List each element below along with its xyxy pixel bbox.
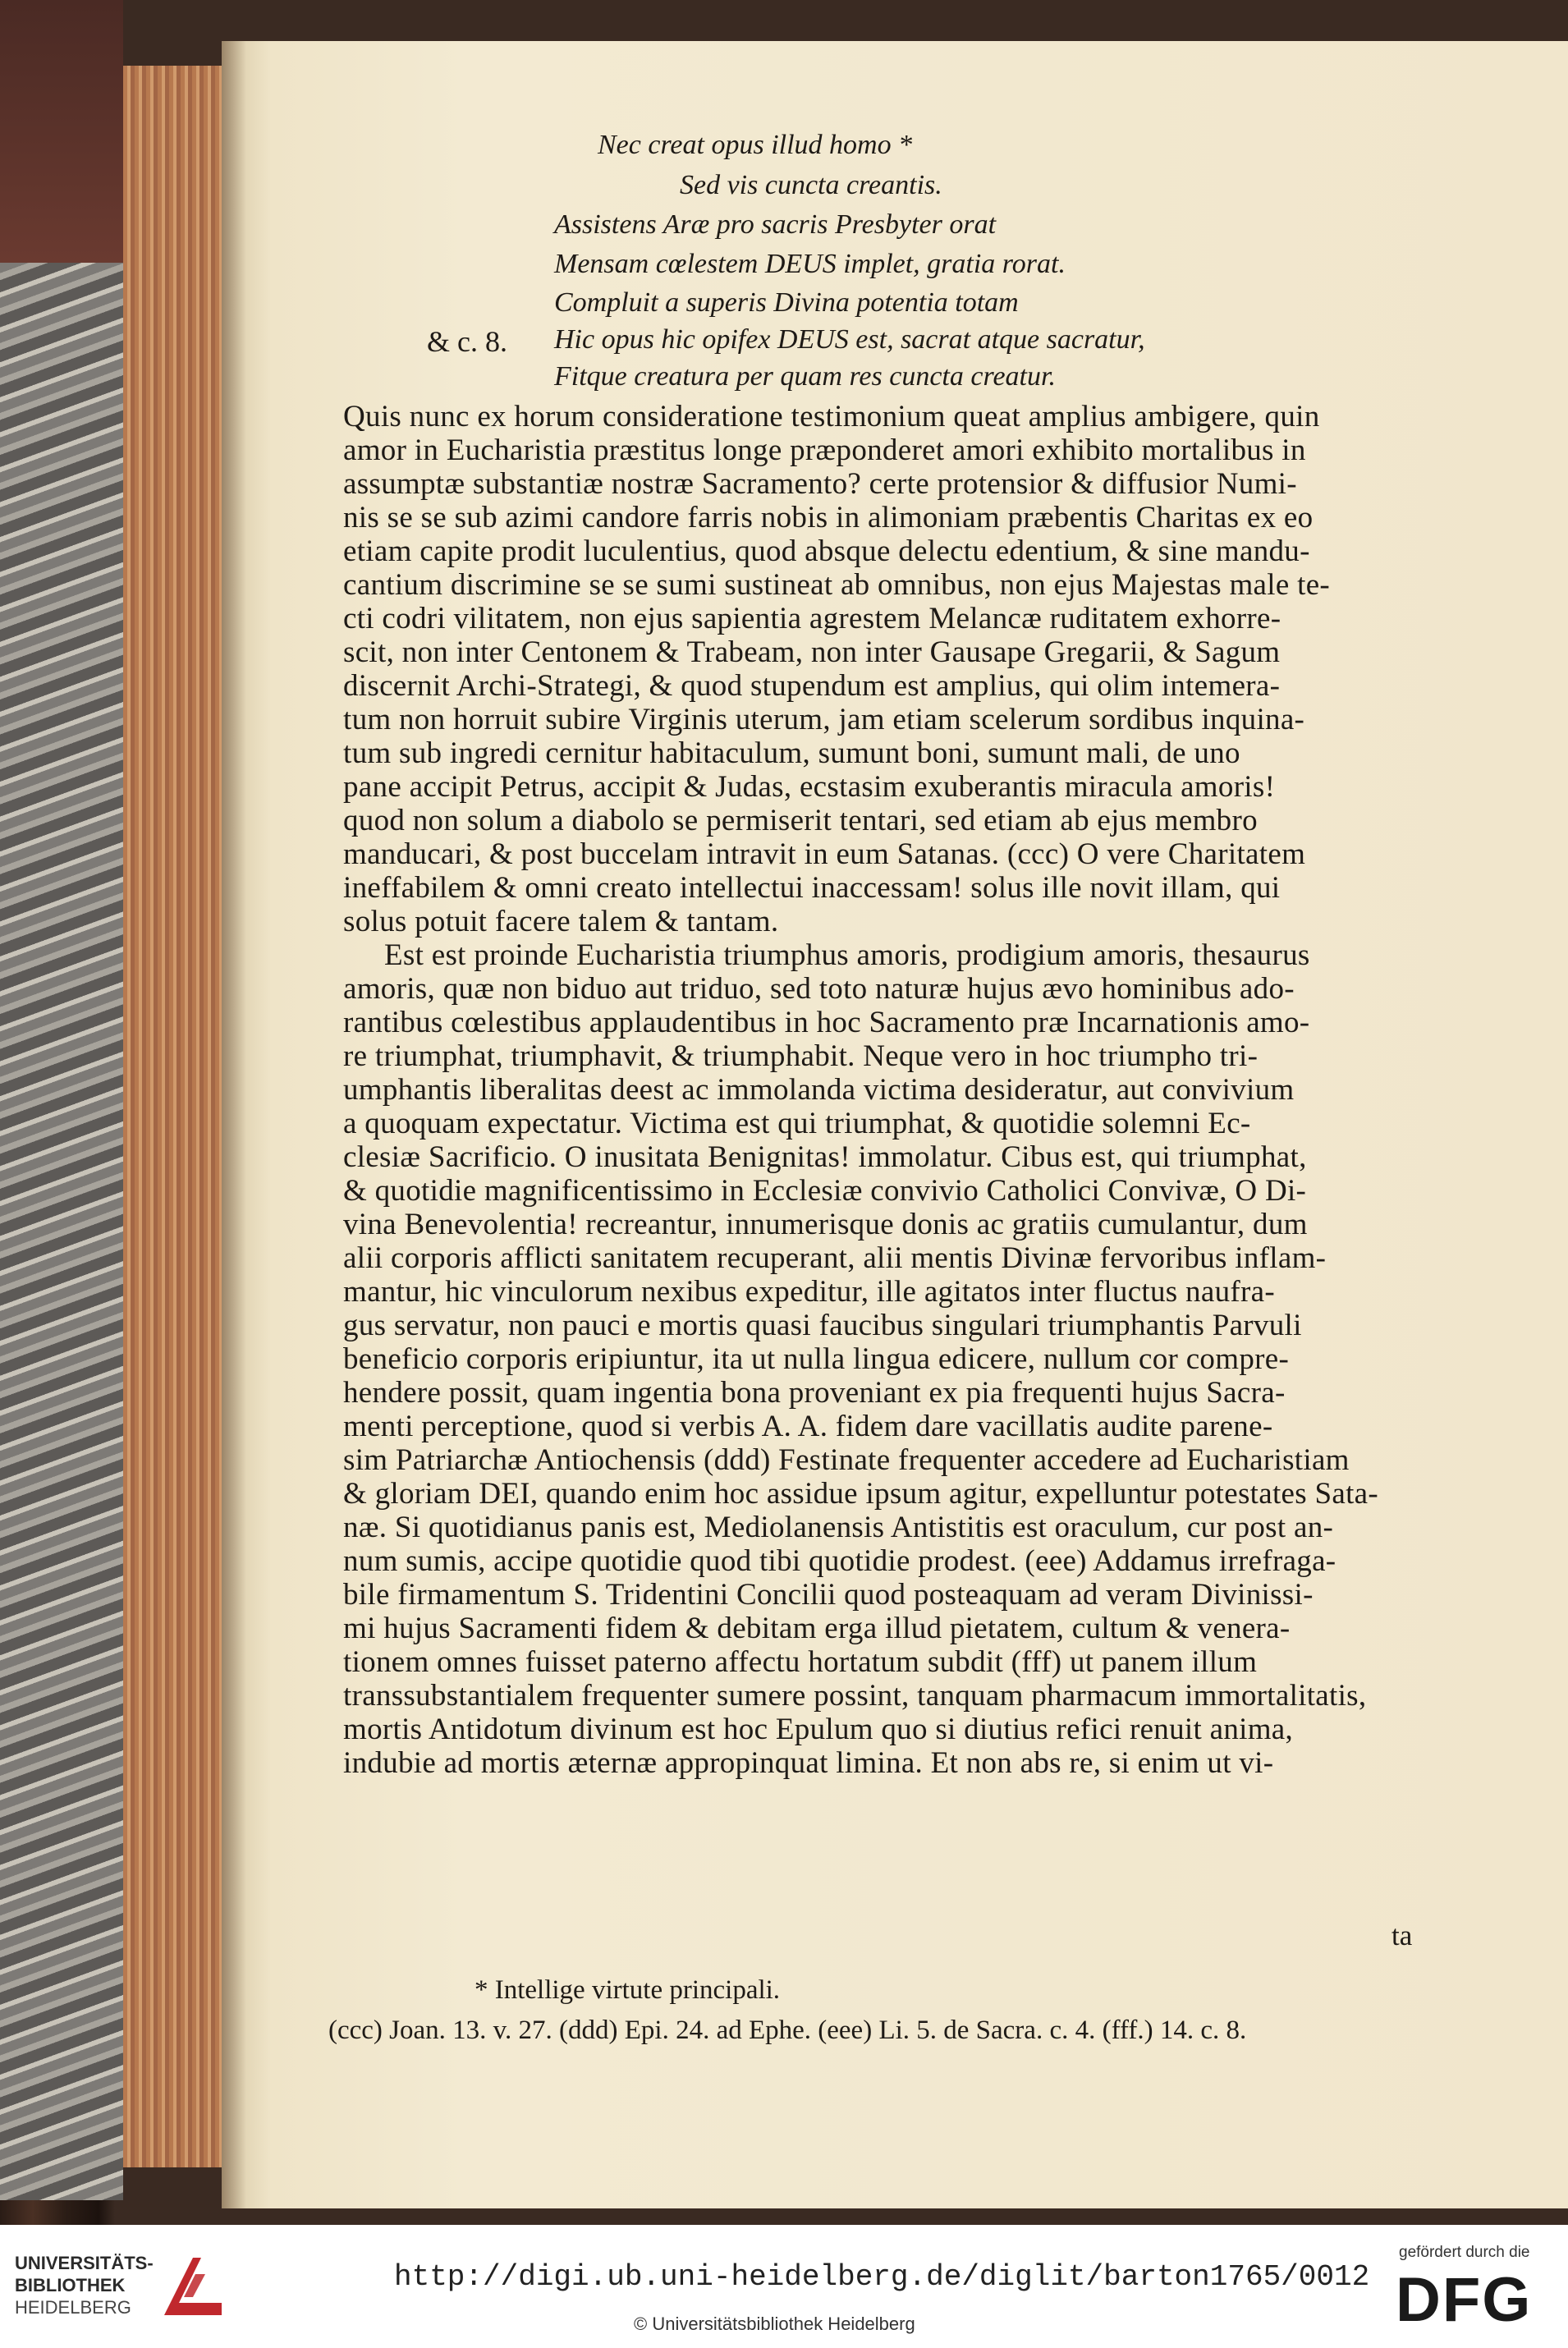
body-line: vina Benevolentia! recreantur, innumerisque donis ac gratiis cumulantur, dum [343,1208,1308,1241]
body-line: num sumis, accipe quotidie quod tibi quotidie prodest. (eee) Addamus irrefraga- [343,1544,1336,1578]
body-line: umphantis liberalitas deest ac immolanda victima desideratur, aut convivium [343,1073,1295,1107]
body-line: ineffabilem & omni creato intellectui inaccessam! solus ille novit illam, qui [343,871,1281,905]
body-line: sim Patriarchæ Antiochensis (ddd) Festinate frequenter accedere ad Eucharistiam [343,1443,1350,1477]
body-line: alii corporis afflicti sanitatem recuperant, alii mentis Divinæ fervoribus inflam- [343,1241,1327,1275]
library-name-line2: BIBLIOTHEK [15,2275,126,2295]
body-line: a quoquam expectatur. Victima est qui triumphat, & quotidie solemni Ec- [343,1107,1251,1140]
body-line: rantibus cœlestibus applaudentibus in hoc Sacramento præ Incarnationis amo- [343,1006,1310,1039]
body-line: amoris, quæ non biduo aut triduo, sed toto naturæ hujus ævo hominibus ado- [343,972,1295,1006]
book-page-edges [123,66,238,2167]
body-line: tionem omnes fuisset paterno affectu hortatum subdit (fff) ut panem illum [343,1645,1258,1679]
margin-reference: & c. 8. [427,325,507,358]
book-marbled-cover [0,263,123,2200]
copyright-text: © Universitätsbibliothek Heidelberg [634,2314,915,2334]
library-logo-icon[interactable] [156,2249,230,2323]
book-cover-top [0,0,123,263]
body-line: næ. Si quotidianus panis est, Mediolanensis Antistitis est oraculum, cur post an- [343,1511,1334,1544]
body-line: cti codri vilitatem, non ejus sapientia agrestem Melancæ ruditatem exhorre- [343,602,1281,635]
body-line: hendere possit, quam ingentia bona proveniant ex pia frequenti hujus Sacra- [343,1376,1286,1410]
body-line: manducari, & post buccelam intravit in eum Satanas. (ccc) O vere Charitatem [343,837,1306,871]
dfg-logo[interactable]: DFG [1396,2265,1533,2335]
body-line: gus servatur, non pauci e mortis quasi faucibus singulari triumphantis Parvuli [343,1309,1302,1342]
permalink-url[interactable]: http://digi.ub.uni-heidelberg.de/diglit/barton1765/0012 [394,2260,1370,2294]
poem-line: Hic opus hic opifex DEUS est, sacrat atque sacratur, [554,324,1145,355]
body-line: mi hujus Sacramenti fidem & debitam erga illud pietatem, cultum & venera- [343,1612,1291,1645]
body-line: clesiæ Sacrificio. O inusitata Benignitas! immolatur. Cibus est, qui triumphat, [343,1140,1307,1174]
body-line: mantur, hic vinculorum nexibus expeditur, ille agitatos inter fluctus naufra- [343,1275,1275,1309]
body-line: tum non horruit subire Virginis uterum, jam etiam scelerum sordibus inquina- [343,703,1305,736]
poem-line: Nec creat opus illud homo * [598,130,913,160]
body-line: etiam capite prodit luculentius, quod absque delectu edentium, & sine mandu- [343,534,1310,568]
body-line: Quis nunc ex horum consideratione testimonium queat amplius ambigere, quin [343,400,1320,433]
body-line: tum sub ingredi cernitur habitaculum, sumunt boni, sumunt mali, de uno [343,736,1240,770]
body-line: transsubstantialem frequenter sumere possint, tanquam pharmacum immortalitatis, [343,1679,1367,1713]
body-line: bile firmamentum S. Tridentini Concilii quod posteaquam ad veram Divinissi- [343,1578,1314,1612]
body-line: amor in Eucharistia præstitus longe præponderet amori exhibito mortalibus in [343,433,1306,467]
body-line: pane accipit Petrus, accipit & Judas, ecstasim exuberantis miracula amoris! [343,770,1276,804]
body-line: scit, non inter Centonem & Trabeam, non inter Gausape Gregarii, & Sagum [343,635,1281,669]
body-line: nis se se sub azimi candore farris nobis in alimoniam præbentis Charitas ex eo [343,501,1314,534]
library-name-line3: HEIDELBERG [15,2297,131,2318]
body-line: mortis Antidotum divinum est hoc Epulum quo si diutius refici renuit anima, [343,1713,1294,1746]
body-line: & gloriam DEI, quando enim hoc assidue ipsum agitur, expelluntur potestates Sata- [343,1477,1379,1511]
page-gutter-shadow [222,41,246,2208]
poem-line: Mensam cœlestem DEUS implet, gratia rorat. [554,249,1066,279]
library-logo-text[interactable] [15,2252,154,2318]
body-line: solus potuit facere talem & tantam. [343,905,779,938]
body-line: menti perceptione, quod si verbis A. A. fidem dare vacillatis audite parene- [343,1410,1273,1443]
footnote-asterisk: * Intellige virtute principali. [475,1975,781,2005]
body-line: cantium discrimine se se sumi sustineat ab omnibus, non ejus Majestas male te- [343,568,1331,602]
poem-line: Fitque creatura per quam res cuncta creatur. [554,361,1056,392]
body-line: indubie ad mortis æternæ appropinquat limina. Et non abs re, si enim ut vi- [343,1746,1274,1780]
catchword: ta [1391,1919,1413,1951]
body-line: quod non solum a diabolo se permiserit tentari, sed etiam ab ejus membro [343,804,1258,837]
body-line: assumptæ substantiæ nostræ Sacramento? certe protensior & diffusior Numi- [343,467,1297,501]
funded-by-text: gefördert durch die [1399,2244,1530,2261]
body-line: beneficio corporis eripiuntur, ita ut nulla lingua edicere, nullum cor compre- [343,1342,1290,1376]
footnote-references: (ccc) Joan. 13. v. 27. (ddd) Epi. 24. ad Ephe. (eee) Li. 5. de Sacra. c. 4. (fff.) 14. c. 8. [328,2016,1247,2045]
library-name-line1: UNIVERSITÄTS- [15,2253,154,2273]
poem-line: Compluit a superis Divina potentia totam [554,287,1019,318]
body-line: discernit Archi-Strategi, & quod stupendum est amplius, qui olim intemera- [343,669,1281,703]
body-line: Est est proinde Eucharistia triumphus amoris, prodigium amoris, thesaurus [384,938,1310,972]
poem-line: Assistens Aræ pro sacris Presbyter orat [554,209,997,240]
body-line: & quotidie magnificentissimo in Ecclesiæ convivio Catholici Convivæ, O Di- [343,1174,1307,1208]
poem-line: Sed vis cuncta creantis. [680,170,942,200]
body-line: re triumphat, triumphavit, & triumphabit. Neque vero in hoc triumpho tri- [343,1039,1259,1073]
